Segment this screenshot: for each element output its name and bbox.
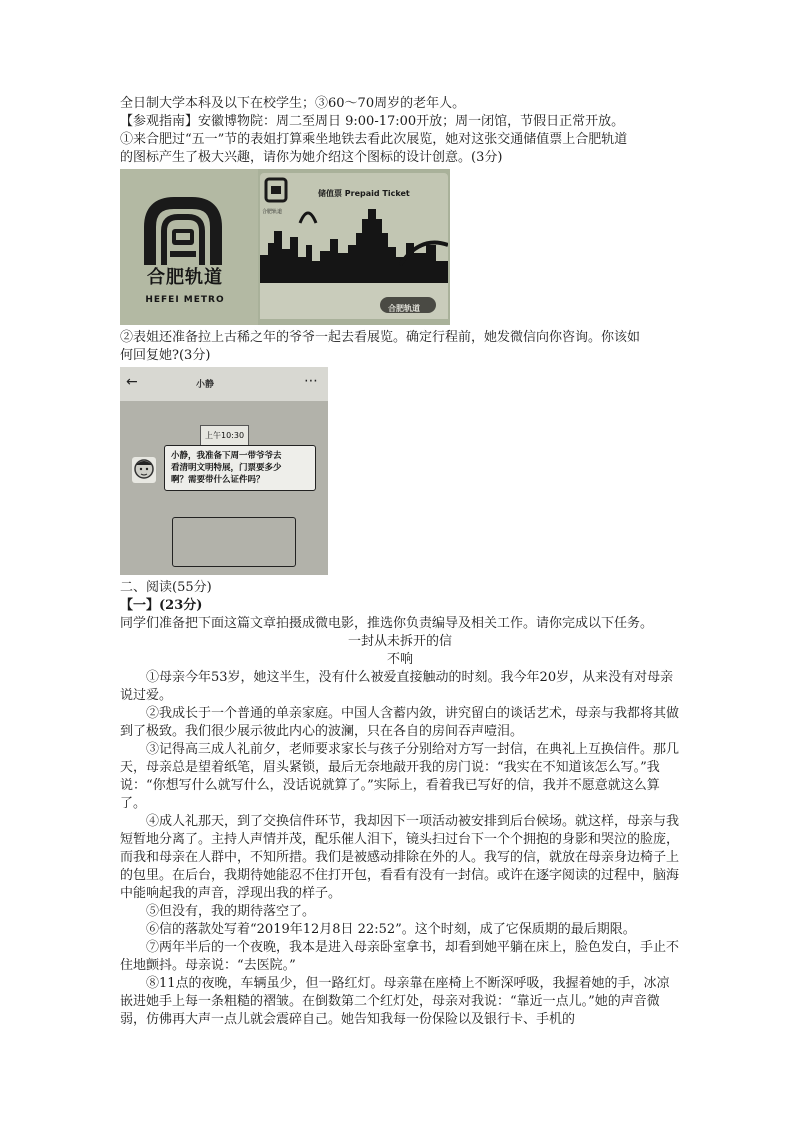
chat-header [120,367,328,401]
section-title: 二、阅读(55分) [120,580,212,595]
chat-contact-name: 小静 [196,380,215,390]
card-bottom-logo-text: 合肥轨道 [388,304,420,313]
logo-cn-text: 合肥轨道 [147,267,223,288]
chat-bubble [164,445,316,491]
paragraph: ③记得高三成人礼前夕，老师要求家长与孩子分别给对方写一封信，在典礼上互换信件。那几天，母亲总是望着纸笔，眉头紧锁，最后无奈地敲开我的房门说：“我实在不知道该怎么写。”我说：“你想写什么就写什么，没话说就算了。”实际上，看着我已写好的信，我并不愿意就这么算了。 [120,742,680,811]
text-line: 【参观指南】安徽博物院：周二至周日 9:00-17:00开放；周一闭馆，节假日正常开放。 [120,114,625,129]
text-line: 的图标产生了极大兴趣，请你为她介绍这个图标的设计创意。(3分) [120,150,503,165]
part-title: 【一】(23分) [120,598,203,613]
metro-ticket-photo [120,169,450,325]
article-title: 一封从未拆开的信 [347,634,452,649]
text-line: ①来合肥过“五一”节的表姐打算乘坐地铁去看此次展览，她对这张交通储值票上合肥轨道 [120,132,628,147]
card-small-logo-text: 合肥轨道 [262,209,283,215]
document-page [120,95,680,1029]
paragraph: ⑤但没有，我的期待落空了。 [146,904,316,919]
card-title-text: 储值票 Prepaid Ticket [318,189,410,198]
text-line: ②表姐还准备拉上古稀之年的爷爷一起去看展览。确定行程前，她发微信向你咨询。你该如 [120,330,641,345]
paragraph: ⑧11点的夜晚，车辆虽少，但一路红灯。母亲靠在座椅上不断深呼吸，我握着她的手，冰凉嵌进她手上每一条粗糙的褶皱。在倒数第二个红灯处，母亲对我说：“靠近一点儿。”她的声音微弱，仿佛再大声一点儿就会震碎自己。她告知我每一份保险以及银行卡、手机的 [120,976,670,1027]
bubble-line: 啊？需要带什么证件吗？ [171,475,265,485]
logo-en-text: HEFEI METRO [145,295,225,305]
text-line: 何回复她?(3分) [120,348,211,363]
hefei-metro-logo [120,169,258,325]
reply-input-box[interactable] [172,517,296,567]
paragraph: ①母亲今年53岁，她这半生，没有什么被爱直接触动的时刻。我今年20岁，从来没有对母亲说过爱。 [120,670,674,703]
text-line: 全日制大学本科及以下在校学生；③60～70周岁的老年人。 [120,96,466,111]
back-arrow-icon: ← [126,374,138,390]
more-icon: ⋯ [304,373,318,389]
task-line: 同学们准备把下面这篇文章拍摄成微电影，推选你负责编导及相关工作。请你完成以下任务。 [120,616,654,631]
paragraph: ⑦两年半后的一个夜晚，我本是进入母亲卧室拿书，却看到她平躺在床上，脸色发白，手止不住地颤抖。母亲说：“去医院。” [120,940,680,973]
time-badge: 上午10:30 [200,425,249,447]
article-author: 不响 [386,652,413,667]
paragraph: ④成人礼那天，到了交换信件环节，我却因下一项活动被安排到后台候场。就这样，母亲与我短暂地分离了。主持人声情并茂，配乐催人泪下，镜头扫过台下一个个拥抱的身影和哭泣的脸庞，而我和母亲在人群中，不知所措。我们是被感动排除在外的人。我写的信，就放在母亲身边椅子上的包里。在后台，我期待她能忍不住打开包，看看有没有一封信。或许在逐字阅读的过程中，脑海中能响起我的声音，浮现出我的样子。 [120,814,680,901]
article-body [120,669,680,1029]
paragraph: ⑥信的落款处写着“2019年12月8日 22:52”。这个时刻，成了它保质期的最后期限。 [146,922,636,937]
wechat-chat-photo [120,367,328,575]
paragraph: ②我成长于一个普通的单亲家庭。中国人含蓄内敛，讲究留白的谈话艺术，母亲与我都将其做到了极致。我们很少展示彼此内心的波澜，只在各自的房间吞声噎泪。 [120,706,680,739]
bubble-line: 小静，我准备下周一带爷爷去 [171,451,282,461]
avatar [132,457,156,483]
avatar-face-icon [132,457,156,483]
bubble-line: 看清明文明特展，门票要多少 [171,463,282,473]
prepaid-ticket-card [260,173,448,319]
